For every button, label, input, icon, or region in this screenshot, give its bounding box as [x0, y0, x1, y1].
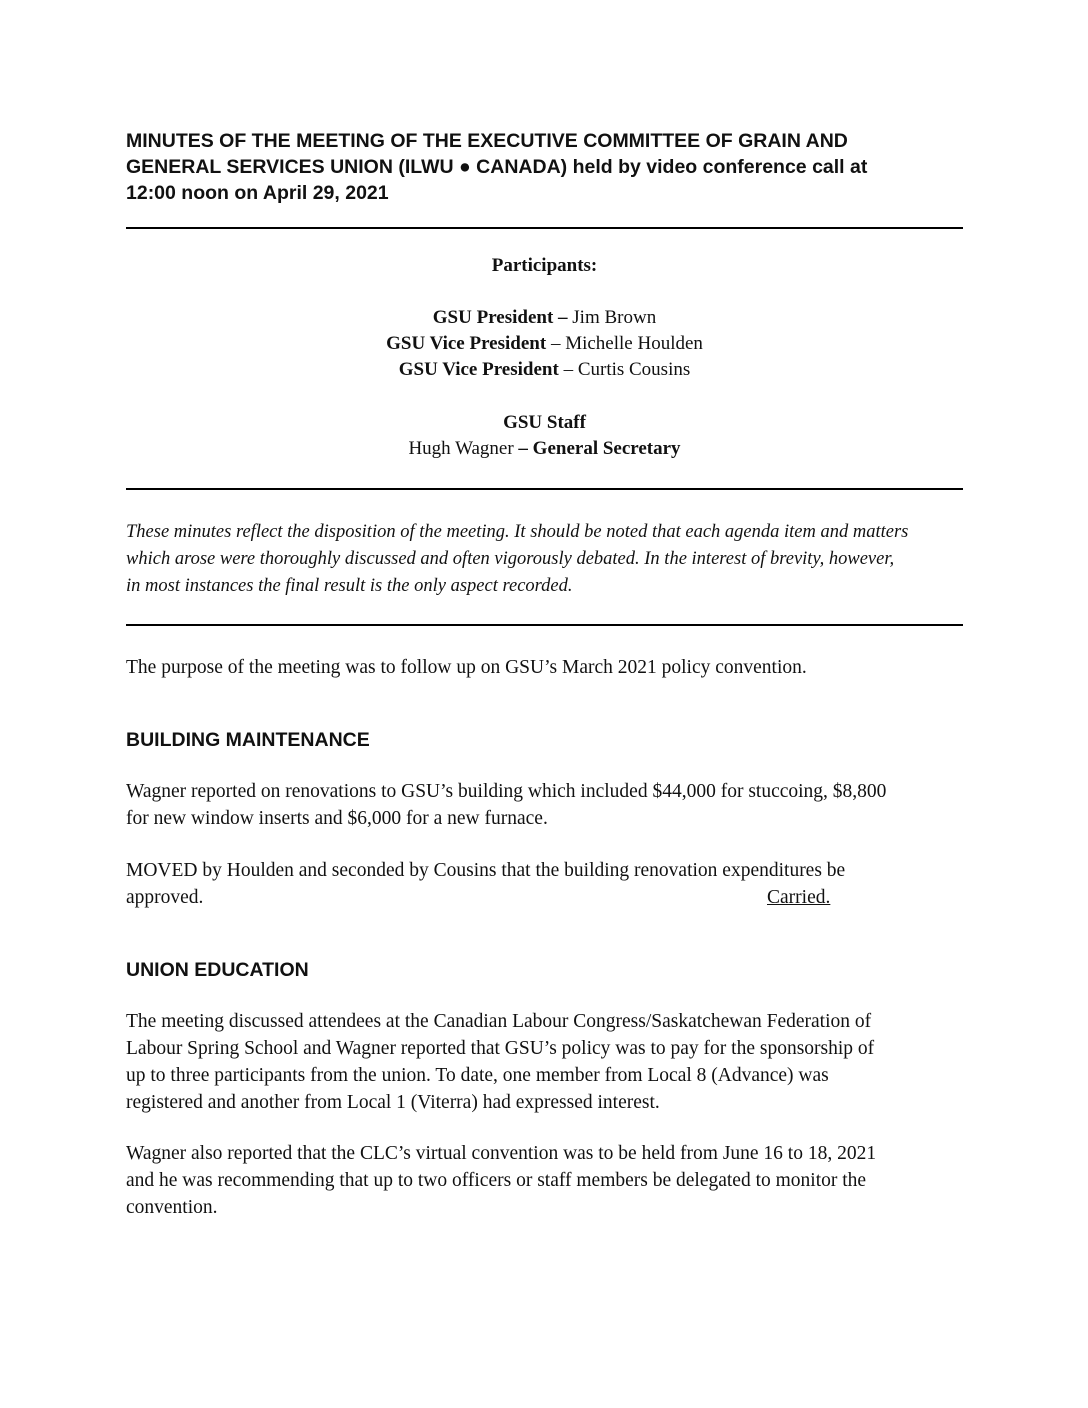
motion-result-carried: Carried.: [767, 887, 831, 908]
staff-heading: GSU Staff: [503, 412, 586, 433]
education-paragraph-2: Wagner also reported that the CLC’s virtual convention was to be held from June 16 to 18, 2021 and he was recommending that up to two officers or staff members be delegated to monitor the convention.: [126, 1143, 877, 1218]
building-motion-paragraph: MOVED by Houlden and seconded by Cousins that the building renovation expenditures be approved. Carried.: [126, 857, 966, 911]
purpose-paragraph: The purpose of the meeting was to follow up on GSU’s March 2021 policy convention.: [126, 657, 807, 678]
participant-line: GSU President – Jim Brown: [432, 307, 657, 328]
section-heading-union-education: UNION EDUCATION: [126, 959, 309, 981]
building-report-paragraph: Wagner reported on renovations to GSU’s building which included $44,000 for stuccoing, $8,800 for new window inserts and $6,000 for a new furnace.: [126, 781, 887, 829]
disclaimer-note: These minutes reflect the disposition of the meeting. It should be noted that each agenda item and matters which arose were thoroughly discussed and often vigorously debated. In the interest of brevity, however, in most instances the final result is the only aspect recorded.: [126, 522, 909, 596]
divider-rule: [126, 227, 963, 229]
section-heading-building-maintenance: BUILDING MAINTENANCE: [126, 729, 370, 751]
staff-line: Hugh Wagner – General Secretary: [408, 438, 681, 459]
title-line: MINUTES OF THE MEETING OF THE EXECUTIVE COMMITTEE OF GRAIN AND: [126, 130, 848, 152]
participant-line: GSU Vice President – Michelle Houlden: [386, 333, 703, 354]
participants-officers: [126, 305, 963, 383]
education-paragraph-1: The meeting discussed attendees at the Canadian Labour Congress/Saskatchewan Federation of Labour Spring School and Wagner reported that GSU’s policy was to pay for the sponsorship of up to three participants from the union. To date, one member from Local 8 (Advance) was registered and another from Local 1 (Viterra) had expressed interest.: [126, 1011, 875, 1113]
divider-rule: [126, 624, 963, 626]
participants-staff: [126, 410, 963, 462]
participant-line: GSU Vice President – Curtis Cousins: [398, 359, 691, 380]
divider-rule: [126, 488, 963, 490]
title-line: 12:00 noon on April 29, 2021: [126, 182, 389, 204]
participants-heading: Participants:: [491, 255, 598, 276]
document-title: [126, 128, 966, 206]
title-line: GENERAL SERVICES UNION (ILWU ● CANADA) held by video conference call at: [126, 156, 868, 178]
